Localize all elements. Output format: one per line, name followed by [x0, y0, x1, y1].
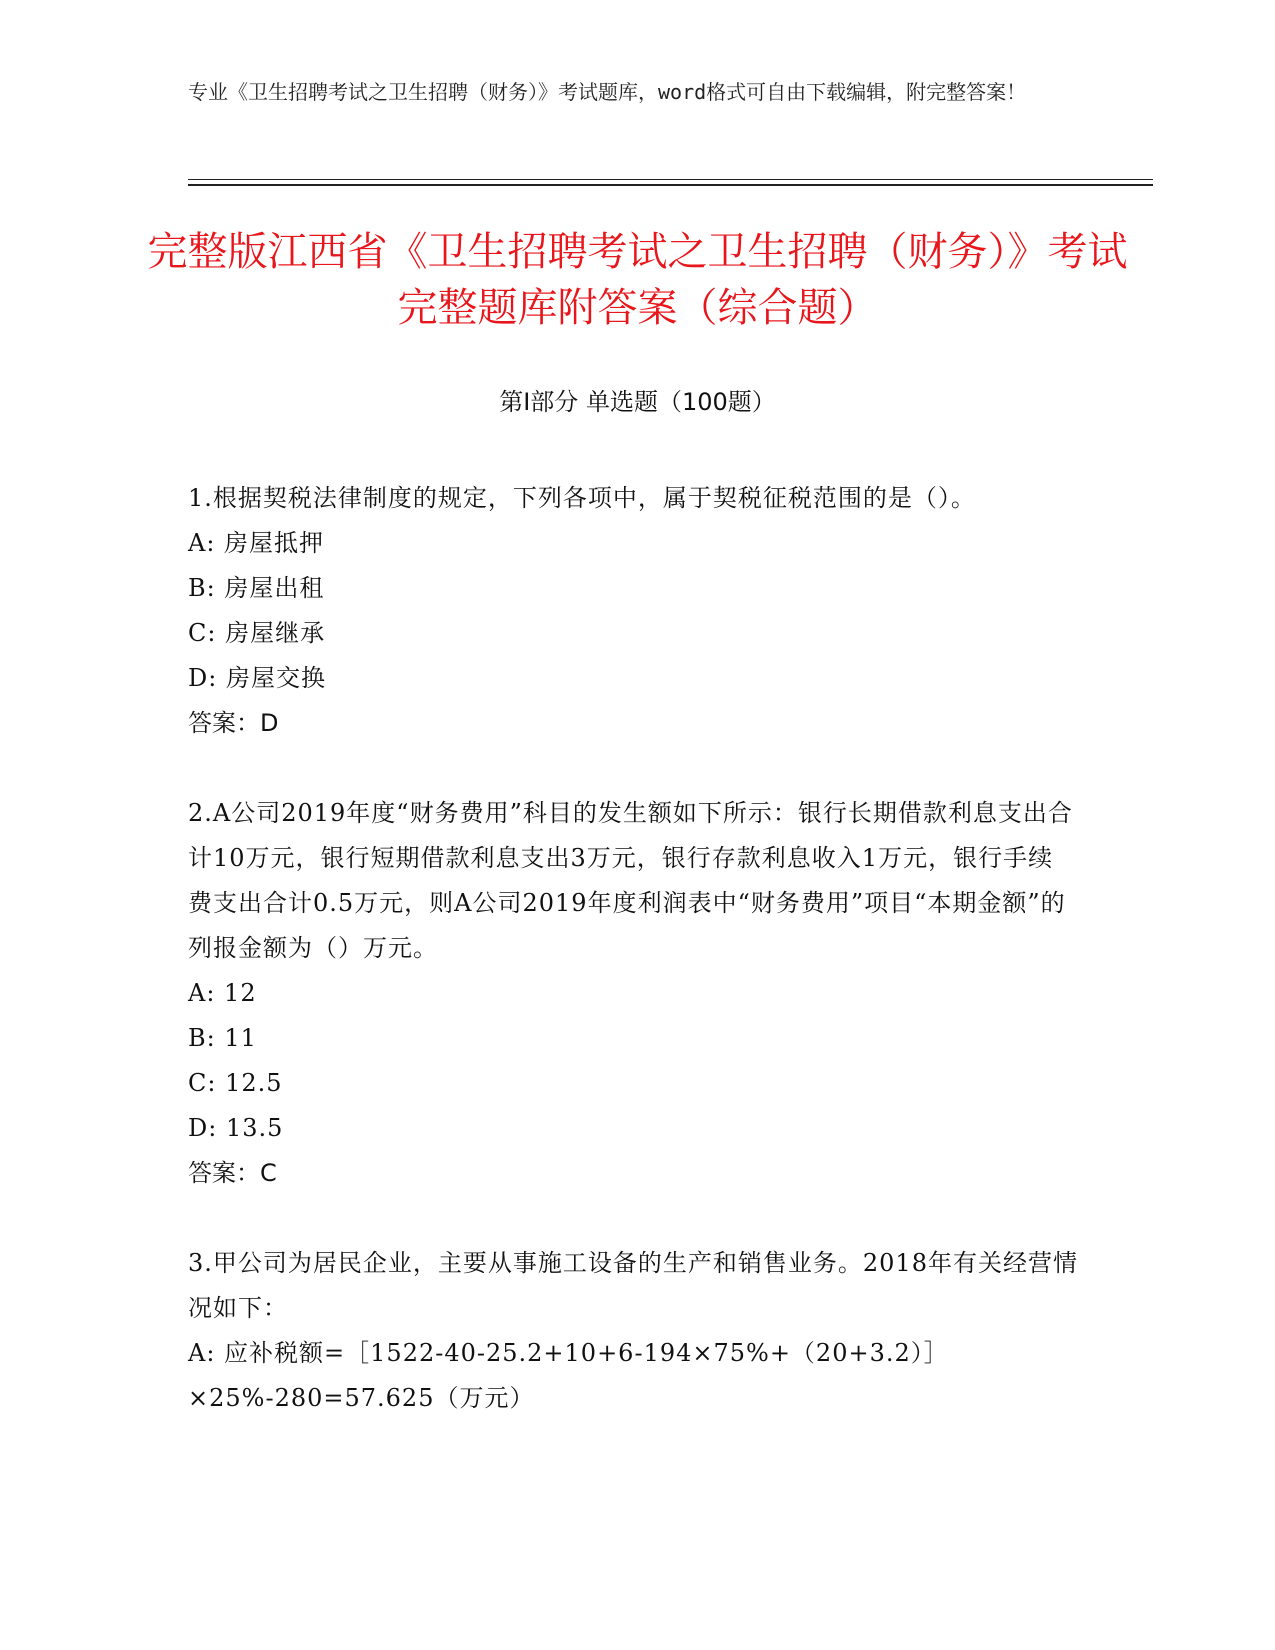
question-text: 2.A公司2019年度“财务费用”科目的发生额如下所示：银行长期借款利息支出合计10万元，银行短期借款利息支出3万元，银行存款利息收入1万元，银行手续费支出合计0.5万元，则A公司2019年度利润表中“财务费用”项目“本期金额”的列报金额为（）万元。	[188, 799, 1073, 962]
option-d: D: 房屋交换	[188, 664, 326, 692]
question-list	[188, 476, 1078, 1421]
question-item	[188, 476, 1078, 746]
option-c: C: 12.5	[188, 1069, 283, 1097]
option-a: A: 应补税额=［1522-40-25.2+10+6-194×75%+（20+3.2）］×25%-280=57.625（万元）	[188, 1339, 949, 1412]
option-b: B: 房屋出租	[188, 574, 325, 602]
answer-line: 答案：D	[188, 709, 279, 737]
section-heading: 第I部分 单选题（100题）	[499, 388, 776, 416]
document-title: 完整版江西省《卫生招聘考试之卫生招聘（财务）》考试完整题库附答案（综合题）	[147, 229, 1128, 331]
question-spacer	[188, 746, 1078, 791]
header-divider-thick	[188, 184, 1153, 186]
question-spacer	[188, 1196, 1078, 1241]
option-a: A: 房屋抵押	[188, 529, 325, 557]
header-note: 专业《卫生招聘考试之卫生招聘（财务）》考试题库，word格式可自由下载编辑，附完整答案！	[188, 80, 1027, 104]
option-c: C: 房屋继承	[188, 619, 326, 647]
header-divider-thin	[188, 179, 1153, 180]
question-text: 3.甲公司为居民企业，主要从事施工设备的生产和销售业务。2018年有关经营情况如下：	[188, 1249, 1078, 1322]
question-item	[188, 1241, 1078, 1421]
question-text: 1.根据契税法律制度的规定，下列各项中，属于契税征税范围的是（）。	[188, 484, 976, 512]
answer-line: 答案：C	[188, 1159, 277, 1187]
option-d: D: 13.5	[188, 1114, 284, 1142]
question-item	[188, 791, 1078, 1196]
option-b: B: 11	[188, 1024, 257, 1052]
option-a: A: 12	[188, 979, 257, 1007]
